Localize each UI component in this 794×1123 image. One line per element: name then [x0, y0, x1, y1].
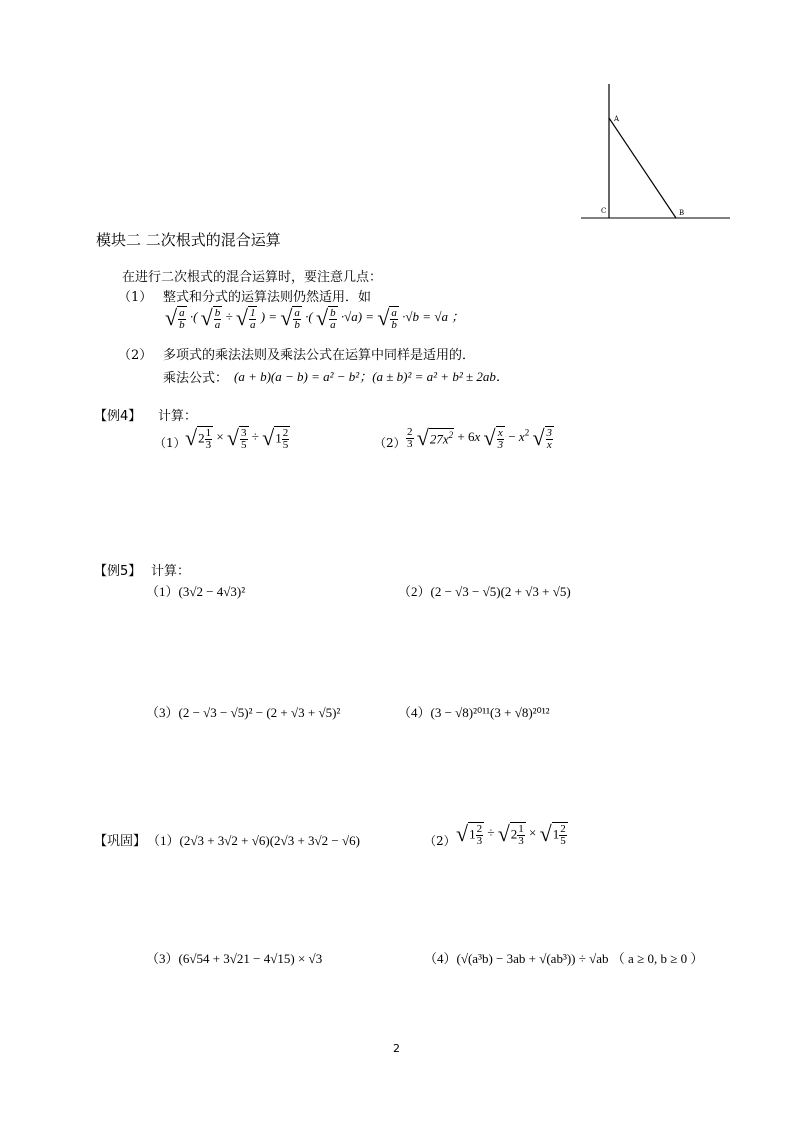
intro-item1-num: （1）	[118, 290, 153, 305]
label-b: B	[679, 209, 685, 217]
ex4-q2-expr: $\frac{2}{3}$ $√27x^2 + 6x$ √ $\frac{x}{3}$ − $x^2$ √ $\frac{3}{x}$	[407, 425, 553, 451]
intro-example-formula: √ $\frac{a}{b}$ ·( √ $\frac{b}{a}$ ÷ √ $\frac{1}{a}$ ) = √ $\frac{a}{b}$ ·( √ $\frac{b}{a}$ ·√a) = √ $\frac{a}{b}$ ·√b = √a ；	[165, 305, 465, 331]
consolidate-q1: （1）(2√3 + 3√2 + √6)(2√3 + 3√2 − √6)	[147, 833, 360, 848]
consolidate-q2-num: （2）	[424, 834, 456, 848]
ex5-q3: （3）(2 − √3 − √5)² − (2 + √3 + √5)²	[146, 705, 341, 720]
consolidate-q4: （4）(√(a³b) − 3ab + √(ab³)) ÷ √ab （ a ≥ 0, b ≥ 0 ）	[424, 951, 704, 966]
ex5-q2: （2）(2 − √3 − √5)(2 + √3 + √5)	[398, 584, 571, 599]
ex5-instruction: 计算：	[151, 564, 191, 579]
intro-formula: (a + b)(a − b) = a² − b²；(a ± b)² = a² + b² ± 2ab．	[234, 369, 509, 384]
intro-item2-num: （2）	[118, 348, 153, 363]
intro-item1-text: 整式和分式的运算法则仍然适用．如	[163, 290, 372, 305]
page-number: 2	[393, 1042, 400, 1055]
label-a: A	[614, 115, 620, 123]
consolidate-q3: （3）(6√54 + 3√21 − 4√15) × √3	[146, 951, 323, 966]
intro-formula-prefix: 乘法公式：	[163, 371, 229, 386]
ex4-q2-num: （2）	[374, 436, 406, 450]
ex4-instruction: 计算：	[158, 409, 198, 424]
ex4-label: 【例4】	[94, 409, 142, 424]
intro-lead: 在进行二次根式的混合运算时，要注意几点：	[122, 270, 383, 285]
consolidate-label: 【巩固】	[94, 834, 147, 849]
intro-item2-text: 多项式的乘法法则及乘法公式在运算中同样是适用的．	[163, 348, 476, 363]
triangle-figure	[575, 80, 735, 225]
consolidate-q2-expr: √1 $\frac{2}{3}$ ÷ √2 $\frac{1}{3}$ × √1 $\frac{2}{5}$	[456, 821, 566, 847]
label-c: C	[601, 207, 607, 215]
module-title: 模块二 二次根式的混合运算	[96, 231, 281, 249]
ex4-q1-num: （1）	[154, 436, 186, 450]
hypotenuse	[609, 118, 676, 218]
ex5-label: 【例5】	[94, 564, 142, 579]
ex5-q4: （4）(3 − √8)²⁰¹¹(3 + √8)²⁰¹²	[398, 705, 550, 720]
ex4-q1-expr: √2 $\frac{1}{3}$ × √ $\frac{3}{5}$ ÷ √1 $\frac{2}{5}$	[185, 425, 289, 451]
ex5-q1: （1）(3√2 − 4√3)²	[146, 584, 246, 599]
